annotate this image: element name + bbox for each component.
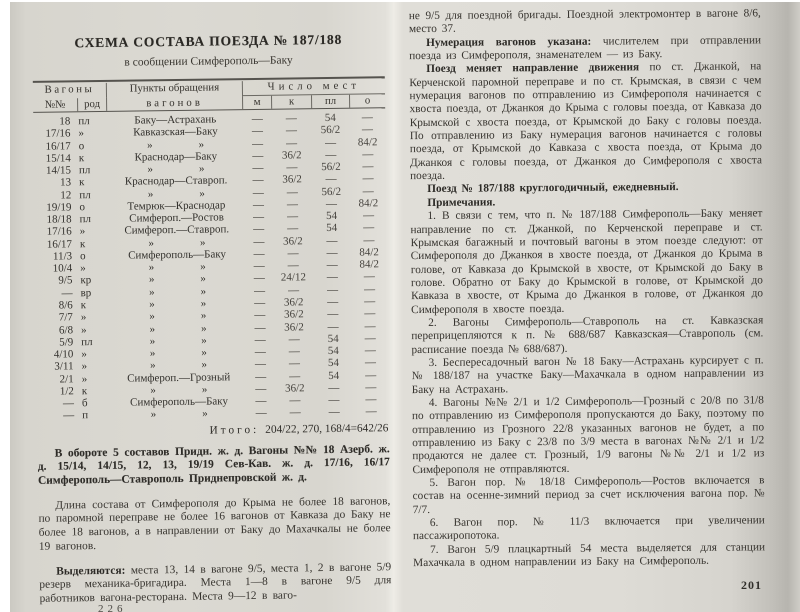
route-part-ditto: » xyxy=(200,285,207,298)
header-col-k: к xyxy=(271,95,311,109)
wagon-number: — xyxy=(63,409,75,422)
route-part-ditto: » xyxy=(198,138,205,151)
seats-o: — xyxy=(364,332,376,345)
wagon-number: 4/10 xyxy=(53,348,74,361)
wagon-number: 16/17 xyxy=(46,238,73,251)
wagon-number: 2/1 xyxy=(59,372,74,386)
route-part: Симферополь—Баку xyxy=(130,395,229,409)
paragraph-lead: Поезд № 187/188 круглогодичный, ежедневный. xyxy=(427,181,679,196)
route-part: » xyxy=(150,408,157,421)
paragraph-lead: Выделяются: xyxy=(56,564,126,578)
route-part-ditto: » xyxy=(201,358,208,371)
seats-pl: — xyxy=(325,197,338,210)
seats-pl: 54 xyxy=(327,332,339,345)
paragraph-rest: 1. В связи с тем, что п. № 187/188 Симферополь—Баку меняет направление по ст. Джанкой, по Керченской переправе и ст. Крымская багажный и почтовый вагоны в этом поезде следуют: от Симферополя до Джанкоя в хвосте поезда, от Джанкоя до Крыма в голове, от Кавказа до Крымской в хвосте, от Крымской до Баку в голове. Обратно от Баку до Крымской в голове, от Крымской до Кавказа в хвосте, от Крыма до Джанкоя в голове, от Джанкоя до Симферополя в хвосте поезда. xyxy=(410,207,764,316)
seats-m: — xyxy=(255,407,267,420)
route-part: Симфероп.—Грозный xyxy=(127,370,231,385)
wagon-number: 11/3 xyxy=(52,250,73,263)
train-length-paragraph: Длина состава от Симферополя до Крыма не более 18 вагонов, по паромной переправе не более 16 вагонов от Кавказа до Баку не более 18 вагонов, а в направлении от Баку до Махачкалы не более 19 вагонов. xyxy=(38,495,391,553)
seats-m: — xyxy=(252,186,264,199)
paragraph-lead: Нумерация вагонов указана: xyxy=(426,35,592,49)
page-number: 201 xyxy=(741,578,762,592)
wagon-type: » xyxy=(81,348,87,361)
wagon-number: 19/19 xyxy=(46,201,72,214)
seats-pl: 54 xyxy=(327,344,339,358)
paragraph-rest: не 9/5 для поездной бригады. Поездной электромонтер в вагоне 8/6, место 37. xyxy=(408,7,761,36)
route-part-ditto: » xyxy=(200,322,207,335)
seats-k: 36/2 xyxy=(283,296,304,309)
route-part: » xyxy=(147,187,154,200)
seats-o: — xyxy=(364,356,377,369)
seats-o: — xyxy=(364,295,376,308)
seats-k: — xyxy=(286,185,298,199)
seats-m: — xyxy=(254,358,267,371)
totals-line xyxy=(37,422,389,439)
table-body xyxy=(33,108,389,422)
route-part-ditto: » xyxy=(200,309,207,322)
seats-k: — xyxy=(287,284,300,297)
seats-pl: — xyxy=(326,246,338,259)
wagon-number: 14/15 xyxy=(45,164,72,177)
route-part-ditto: » xyxy=(199,187,205,200)
seats-m: — xyxy=(252,174,264,187)
wagon-type: б xyxy=(81,397,88,410)
seats-k: 36/2 xyxy=(284,308,304,321)
wagon-type: пл xyxy=(79,213,92,226)
seats-m: — xyxy=(252,137,264,150)
wagon-number: — xyxy=(61,287,73,300)
route-part: » xyxy=(149,310,155,323)
wagon-type: » xyxy=(80,323,87,336)
route-part: Симфероп.—Ставроп. xyxy=(124,223,230,238)
table-header xyxy=(33,78,385,113)
route-part-ditto: » xyxy=(199,236,206,249)
paragraph-lead: Примечания. xyxy=(427,196,496,209)
header-col-pl: пл xyxy=(311,94,349,108)
reserved-seats-paragraph xyxy=(39,561,392,606)
wagon-type: вр xyxy=(80,286,92,299)
seats-pl: 54 xyxy=(327,357,340,370)
notes-paragraph xyxy=(410,207,763,317)
seats-o: — xyxy=(362,160,374,173)
wagon-number: 13 xyxy=(60,176,72,189)
wagon-type: » xyxy=(81,360,88,373)
seats-m: — xyxy=(251,125,264,138)
seats-o: — xyxy=(365,405,377,418)
header-points-line2: вагонов xyxy=(107,96,243,111)
seats-m: — xyxy=(254,309,266,322)
seats-o: — xyxy=(362,148,374,161)
seats-o: 84/2 xyxy=(359,258,380,271)
wagon-number: 12 xyxy=(60,188,72,202)
seats-m: — xyxy=(254,321,266,334)
seats-m: — xyxy=(251,112,263,125)
seats-o: 84/2 xyxy=(358,197,379,210)
seats-m: — xyxy=(252,149,264,162)
seats-pl: — xyxy=(325,148,337,161)
seats-o: — xyxy=(361,123,374,136)
seats-m: — xyxy=(255,370,267,383)
wagon-number: 10/4 xyxy=(52,262,73,275)
totals-label: Итого: xyxy=(209,423,260,437)
paragraph-rest: числителем при отправлении поезда из Симферополя, знаменателем — из Баку. xyxy=(409,34,762,63)
wagon-number: 6/8 xyxy=(58,323,74,337)
cut-off-text: 226 xyxy=(98,603,127,612)
train-composition-table xyxy=(33,76,389,422)
seats-pl: — xyxy=(328,406,340,419)
seats-k: — xyxy=(288,357,301,370)
seats-o: — xyxy=(363,283,376,296)
paragraph-rest: 6. Вагон пор. № 11/3 включается при увеличении пассажиропотока. xyxy=(412,514,765,543)
seats-m: — xyxy=(253,247,265,260)
seats-pl: — xyxy=(327,308,339,321)
seats-m: — xyxy=(253,272,265,285)
seats-o: 84/2 xyxy=(357,135,378,149)
route-part: Краснодар—Баку xyxy=(134,150,218,164)
seats-k: 24/12 xyxy=(280,271,307,285)
seats-m: — xyxy=(254,345,266,359)
seats-m: — xyxy=(255,382,267,395)
header-wagons: Вагоны xyxy=(33,83,107,98)
notes-paragraph xyxy=(412,394,765,477)
notes-paragraph xyxy=(409,34,761,63)
wagon-number: 16/17 xyxy=(45,139,71,153)
route-part: Краснодар—Ставроп. xyxy=(124,174,228,188)
seats-pl: — xyxy=(327,320,339,333)
wagon-type: пл xyxy=(78,115,90,128)
seats-k: — xyxy=(289,369,301,383)
seats-pl: 56/2 xyxy=(321,160,341,174)
right-page-text xyxy=(409,7,765,570)
left-page xyxy=(10,2,393,612)
notes-paragraph xyxy=(411,314,763,357)
seats-pl: 54 xyxy=(324,111,336,125)
wagon-type: пл xyxy=(79,188,91,201)
seats-pl: — xyxy=(327,295,339,309)
route-part-ditto: » xyxy=(202,407,208,421)
seats-m: — xyxy=(253,235,265,248)
seats-k: — xyxy=(287,259,299,272)
seats-pl: — xyxy=(326,259,338,272)
wagon-number: 17/16 xyxy=(45,127,71,140)
route-part: Темрюк—Краснодар xyxy=(127,199,226,213)
seats-o: — xyxy=(365,381,377,394)
route-part-ditto: » xyxy=(201,383,208,396)
seats-k: 36/2 xyxy=(284,382,305,395)
route-part-ditto: » xyxy=(201,346,207,359)
seats-pl: 54 xyxy=(326,210,338,223)
wagon-number: 3/11 xyxy=(54,360,74,373)
wagon-type: » xyxy=(80,311,87,324)
wagon-type: о xyxy=(79,201,86,214)
seats-k: 36/2 xyxy=(283,235,303,248)
seats-o: — xyxy=(363,221,375,234)
seats-m: — xyxy=(253,223,265,236)
wagon-number: 15/14 xyxy=(45,152,71,165)
route-part: » xyxy=(148,261,155,274)
seats-m: — xyxy=(255,394,267,408)
left-page-content xyxy=(32,31,392,612)
header-points-line1: Пункты обращения xyxy=(107,81,243,97)
seats-k: — xyxy=(287,210,299,223)
seats-o: — xyxy=(362,172,374,185)
circulation-paragraph: В обороте 5 составов Придн. ж. д. Вагоны №№ 18 Азерб. ж. д. 15/14, 14/15, 12, 13, 19/19 Сев-Кав. ж. д. 17/16, 16/17 Симферополь—Ставрополь Приднепровской ж. д. xyxy=(37,442,390,487)
wagon-type: кр xyxy=(80,274,92,287)
seats-m: — xyxy=(254,296,266,309)
route-part: Баку—Астрахань xyxy=(134,113,217,127)
notes-paragraph xyxy=(412,474,764,517)
seats-k: 36/2 xyxy=(284,320,304,334)
seats-m: — xyxy=(254,333,266,346)
notes-paragraph xyxy=(409,61,762,184)
seats-m: — xyxy=(252,198,265,211)
route-part: » xyxy=(149,298,155,311)
schema-subtitle: в сообщении Симферополь—Баку xyxy=(124,54,293,69)
header-col-m: м xyxy=(253,95,261,108)
wagon-type: » xyxy=(80,262,86,275)
wagon-type: п xyxy=(82,409,89,422)
wagon-number: 1/2 xyxy=(59,385,74,398)
seats-k: — xyxy=(286,198,299,211)
paragraph-rest: 2. Вагоны Симферополь—Ставрополь на ст. Кавказская переприцепляются к п. № 688/687 Кавказская—Ставрополь (см. расписание поезда № 688/687). xyxy=(411,314,764,356)
paragraph-rest: места 13, 14 в вагоне 9/5, места 1, 2 в вагоне 5/9 резерв механика-бригадира. Места 1—8 в вагоне 9/5 для работников вагона-ресторана. Места 9—12 в ваго- xyxy=(39,560,392,605)
route-part: » xyxy=(148,273,155,286)
notes-paragraph xyxy=(409,7,761,36)
route-part-ditto: » xyxy=(200,273,206,286)
seats-o: — xyxy=(364,319,376,333)
paragraph-lead: Поезд меняет направление движения xyxy=(426,61,640,76)
wagon-route xyxy=(111,407,247,421)
wagon-number: — xyxy=(62,397,75,410)
schema-title: СХЕМА СОСТАВА ПОЕЗДА № 187/188 xyxy=(74,31,343,51)
seats-o: — xyxy=(364,307,376,320)
paragraph-rest: 4. Вагоны №№ 2/1 и 1/2 Симферополь—Грозный с 20/8 по 31/8 по отправлению из Симферополя пропускаются до Баку, поэтому по отправлению из Грозного 22/8 указанных вагонов не будет, а по отправлению из Баку с 23/8 по 3/9 места в вагонах №№ 2/1 и 1/2 продаются не далее ст. Грозный, 1/9 вагоны №№ 2/1 и 1/2 из Симферополя не отправляются. xyxy=(411,394,765,476)
route-part: Симфероп.—Ростов xyxy=(129,211,225,225)
seats-pl: 54 xyxy=(326,222,338,235)
seats-k: — xyxy=(288,345,300,358)
seats-k: 36/2 xyxy=(281,149,302,162)
seats-m: — xyxy=(252,161,264,175)
seats-k: — xyxy=(285,124,298,137)
route-part: » xyxy=(147,138,153,151)
wagon-type: » xyxy=(78,127,85,140)
seats-pl: — xyxy=(325,173,337,186)
wagon-type: к xyxy=(79,176,85,189)
wagon-number: 18/18 xyxy=(46,213,72,226)
wagon-number: 17/16 xyxy=(46,225,72,239)
seats-pl: — xyxy=(328,393,340,407)
seats-o: — xyxy=(362,185,374,198)
seats-k: — xyxy=(289,406,301,419)
wagon-type: к xyxy=(78,151,85,165)
paragraph-rest: 7. Вагон 5/9 плацкартный 54 места выделяется для станции Махачкала в одном направлении из Баку на Симферополь. xyxy=(413,541,766,570)
paragraph-rest: по ст. Джанкой, на Керченской паромной переправе и по ст. Крымская, в связи с чем нумерация вагонов по отправлению из Симферополя начинается с хвоста поезда, от Джанкоя до Крыма с головы поезда, от Кавказа до Крымской с хвоста поезда, от Крымской до Баку с головы поезда. По отправлению из Баку нумерация вагонов начинается с головы поезда, от Крымской до Кавказа с хвоста поезда, от Крыма до Джанкоя с головы поезда, от Джанкоя до Симферополя с хвоста поезда. xyxy=(409,60,763,183)
paragraph-rest: 5. Вагон пор. № 18/18 Симферополь—Ростов включается в состав на осенне-зимний период за счет исключения вагона пор. № 7/7. xyxy=(412,474,765,516)
route-part: Кавказская—Баку xyxy=(133,125,218,139)
seats-k: — xyxy=(287,247,299,260)
notes-paragraph xyxy=(413,514,765,543)
wagon-type: к xyxy=(81,385,88,398)
wagon-number: 9/5 xyxy=(58,274,73,287)
header-col-o: о xyxy=(349,94,385,108)
route-part: » xyxy=(149,347,156,360)
seats-o: — xyxy=(363,234,375,247)
seats-k: — xyxy=(287,222,299,235)
wagon-type: к xyxy=(80,299,87,312)
seats-o: — xyxy=(364,344,376,357)
wagon-type: о xyxy=(78,139,85,152)
seats-k: — xyxy=(286,136,298,150)
seats-pl: — xyxy=(326,234,338,247)
wagon-type: » xyxy=(81,372,88,385)
seats-o: 84/2 xyxy=(359,246,379,259)
seats-m: — xyxy=(253,284,266,297)
seats-k: — xyxy=(288,333,300,346)
route-part: » xyxy=(147,163,154,176)
totals-values: 204/22, 270, 168/4=642/26 xyxy=(265,421,389,436)
wagon-type: пл xyxy=(81,335,93,349)
notes-paragraph xyxy=(412,354,764,397)
route-part: » xyxy=(148,236,155,250)
wagon-type: о xyxy=(80,250,86,263)
seats-o: — xyxy=(361,111,373,124)
route-part-ditto: » xyxy=(198,162,205,175)
seats-pl: 56/2 xyxy=(321,185,342,198)
seats-k: — xyxy=(286,161,298,174)
seats-pl: — xyxy=(326,283,339,296)
seats-m: — xyxy=(253,260,265,273)
route-part: Симферополь—Баку xyxy=(128,248,227,262)
seats-k: — xyxy=(289,394,301,407)
wagon-type: к xyxy=(79,237,86,250)
route-part: » xyxy=(149,359,156,372)
wagon-number: 8/6 xyxy=(58,299,73,312)
header-seat-count: Число мест xyxy=(243,79,385,95)
route-part: » xyxy=(149,335,156,348)
route-part: » xyxy=(149,322,156,335)
seats-pl: — xyxy=(326,271,338,284)
seats-k: — xyxy=(285,112,297,125)
route-part: » xyxy=(148,286,155,299)
route-part: » xyxy=(150,384,156,397)
wagon-number: 18 xyxy=(59,115,71,128)
right-page xyxy=(393,2,800,612)
route-part-ditto: » xyxy=(201,334,207,347)
header-wagon-numbers: №№ xyxy=(44,97,66,111)
seats-pl: — xyxy=(325,136,337,149)
seats-pl: — xyxy=(328,381,340,394)
wagon-number: 5/9 xyxy=(59,336,74,349)
seats-pl: 54 xyxy=(328,369,340,382)
seats-o: — xyxy=(363,209,375,222)
seats-o: — xyxy=(363,270,375,283)
wagon-type: пл xyxy=(78,164,91,177)
seats-m: — xyxy=(253,210,265,224)
route-part-ditto: » xyxy=(200,260,206,273)
seats-pl: 56/2 xyxy=(320,124,341,137)
wagon-number: 7/7 xyxy=(58,311,73,324)
paragraph-rest: 3. Беспересадочный вагон № 18 Баку—Астрахань курсирует с п. № 188/187 на участке Баку—Махачкала в одном направлении из Баку на Астрахань. xyxy=(411,354,764,396)
seats-k: 36/2 xyxy=(282,173,302,186)
notes-paragraph xyxy=(413,541,765,570)
wagon-type: » xyxy=(79,225,86,238)
route-part-ditto: » xyxy=(200,297,207,310)
header-wagon-type: род xyxy=(77,97,107,111)
seats-o: — xyxy=(365,393,377,406)
seats-o: — xyxy=(365,368,377,382)
right-page-content xyxy=(409,7,765,570)
